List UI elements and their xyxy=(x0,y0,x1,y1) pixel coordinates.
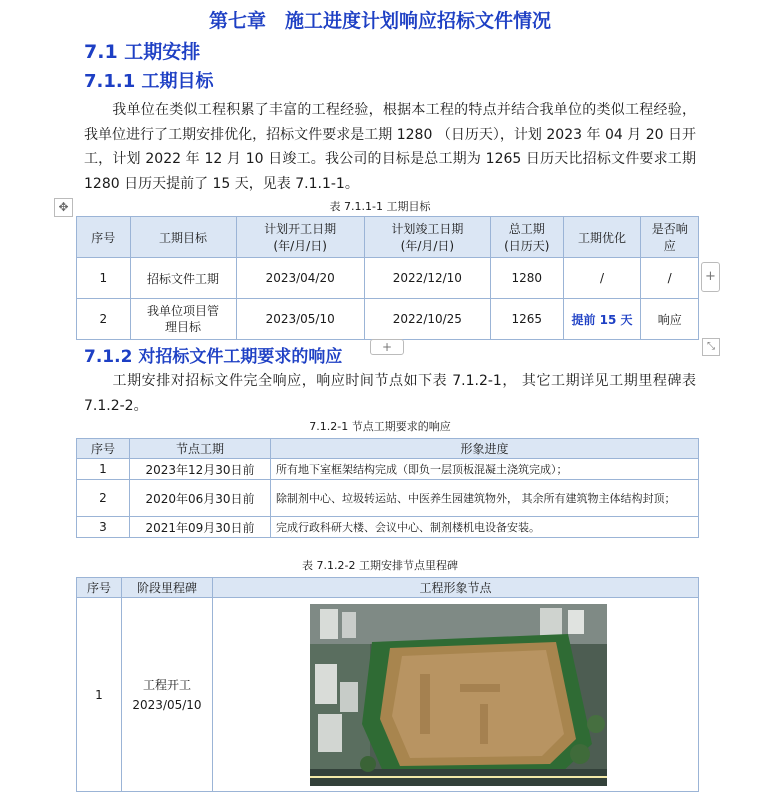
add-row-button[interactable]: + xyxy=(370,339,404,355)
table-cell[interactable]: 2023/05/10 xyxy=(236,299,364,340)
header-cell: 计划竣工日期 (年/月/日) xyxy=(364,217,490,258)
photo-cell[interactable] xyxy=(213,598,699,792)
table-1-caption: 表 7.1.1-1 工期目标 xyxy=(329,200,431,213)
table-cell[interactable]: 招标文件工期 xyxy=(130,258,236,299)
table-cell[interactable]: 2023年12月30日前 xyxy=(130,459,271,480)
header-cell: 节点工期 xyxy=(130,439,271,459)
table-cell[interactable]: 工程开工 2023/05/10 xyxy=(122,598,213,792)
paragraph-2 xyxy=(84,369,696,418)
header-cell: 序号 xyxy=(77,217,131,258)
table-header-row xyxy=(77,217,699,258)
table-cell[interactable]: 我单位项目管 理目标 xyxy=(130,299,236,340)
add-column-button[interactable]: + xyxy=(701,262,720,292)
header-cell: 工程形象节点 xyxy=(213,578,699,598)
milestone-table xyxy=(76,577,699,792)
section-heading: 7.1 工期安排 xyxy=(84,41,201,63)
table-cell[interactable]: 1 xyxy=(77,258,131,299)
table-row xyxy=(77,459,699,480)
header-cell: 序号 xyxy=(77,439,130,459)
header-cell: 阶段里程碑 xyxy=(122,578,213,598)
table-cell[interactable]: / xyxy=(641,258,699,299)
table-cell[interactable]: 除制剂中心、垃圾转运站、中医养生园建筑物外， 其余所有建筑物主体结构封顶； xyxy=(271,480,699,517)
table-cell[interactable]: 1 xyxy=(77,598,122,792)
header-cell: 序号 xyxy=(77,578,122,598)
subsection-heading-2: 7.1.2 对招标文件工期要求的响应 xyxy=(84,347,343,367)
header-cell: 形象进度 xyxy=(271,439,699,459)
table-cell[interactable]: 1265 xyxy=(490,299,563,340)
header-cell: 是否响 应 xyxy=(641,217,699,258)
table-move-handle-icon[interactable]: ✥ xyxy=(54,198,73,217)
header-cell: 计划开工日期 (年/月/日) xyxy=(236,217,364,258)
table-cell[interactable]: 1280 xyxy=(490,258,563,299)
table-row xyxy=(77,299,699,340)
header-cell: 工期目标 xyxy=(130,217,236,258)
table-row xyxy=(77,258,699,299)
header-cell: 工期优化 xyxy=(563,217,641,258)
paragraph-1 xyxy=(84,98,696,196)
table-cell[interactable]: 所有地下室框架结构完成（即负一层顶板混凝土浇筑完成）； xyxy=(271,459,699,480)
table-cell[interactable]: 2 xyxy=(77,299,131,340)
paragraph-2-text: 工期安排对招标文件完全响应，响应时间节点如下表 7.1.2-1， 其它工期详见工期里程碑表 7.1.2-2。 xyxy=(84,373,696,414)
table-resize-icon[interactable]: ⤡ xyxy=(702,338,720,356)
paragraph-1-text: 我单位在类似工程积累了丰富的工程经验，根据本工程的特点并结合我单位的类似工程经验，我单位进行了工期安排优化，招标文件要求是工期 1280 （日历天），计划 2023 年 04 月 20 日开工，计划 2022 年 12 月 10 日竣工。我公司的目标是总工期为 1265 日历天比招标文件要求工期 1280 日历天提前了 15 天，见表 7.1.1-1。 xyxy=(84,102,696,192)
table-2-caption: 7.1.2-1 节点工期要求的响应 xyxy=(309,420,451,433)
schedule-goal-table xyxy=(76,216,699,340)
table-cell[interactable]: 3 xyxy=(77,517,130,538)
photo-container xyxy=(213,598,698,791)
table-header-row xyxy=(77,439,699,459)
table-cell[interactable]: 2022/10/25 xyxy=(364,299,490,340)
table-cell[interactable]: 2022/12/10 xyxy=(364,258,490,299)
table-cell[interactable]: 响应 xyxy=(641,299,699,340)
table-cell-advance[interactable]: 提前 15 天 xyxy=(563,299,641,340)
table-cell[interactable]: 2023/04/20 xyxy=(236,258,364,299)
table-cell[interactable]: 2021年09月30日前 xyxy=(130,517,271,538)
table-cell[interactable]: / xyxy=(563,258,641,299)
node-schedule-table xyxy=(76,438,699,538)
subsection-heading-1: 7.1.1 工期目标 xyxy=(84,71,214,92)
header-cell: 总工期 (日历天) xyxy=(490,217,563,258)
table-row xyxy=(77,598,699,792)
construction-site-photo[interactable] xyxy=(310,604,607,786)
table-row xyxy=(77,480,699,517)
table-3-caption: 表 7.1.2-2 工期安排节点里程碑 xyxy=(302,559,458,572)
table-row xyxy=(77,517,699,538)
table-cell[interactable]: 1 xyxy=(77,459,130,480)
table-cell[interactable]: 2 xyxy=(77,480,130,517)
chapter-title: 第七章 施工进度计划响应招标文件情况 xyxy=(208,10,551,32)
table-header-row xyxy=(77,578,699,598)
table-cell[interactable]: 2020年06月30日前 xyxy=(130,480,271,517)
table-cell[interactable]: 完成行政科研大楼、会议中心、制剂楼机电设备安装。 xyxy=(271,517,699,538)
